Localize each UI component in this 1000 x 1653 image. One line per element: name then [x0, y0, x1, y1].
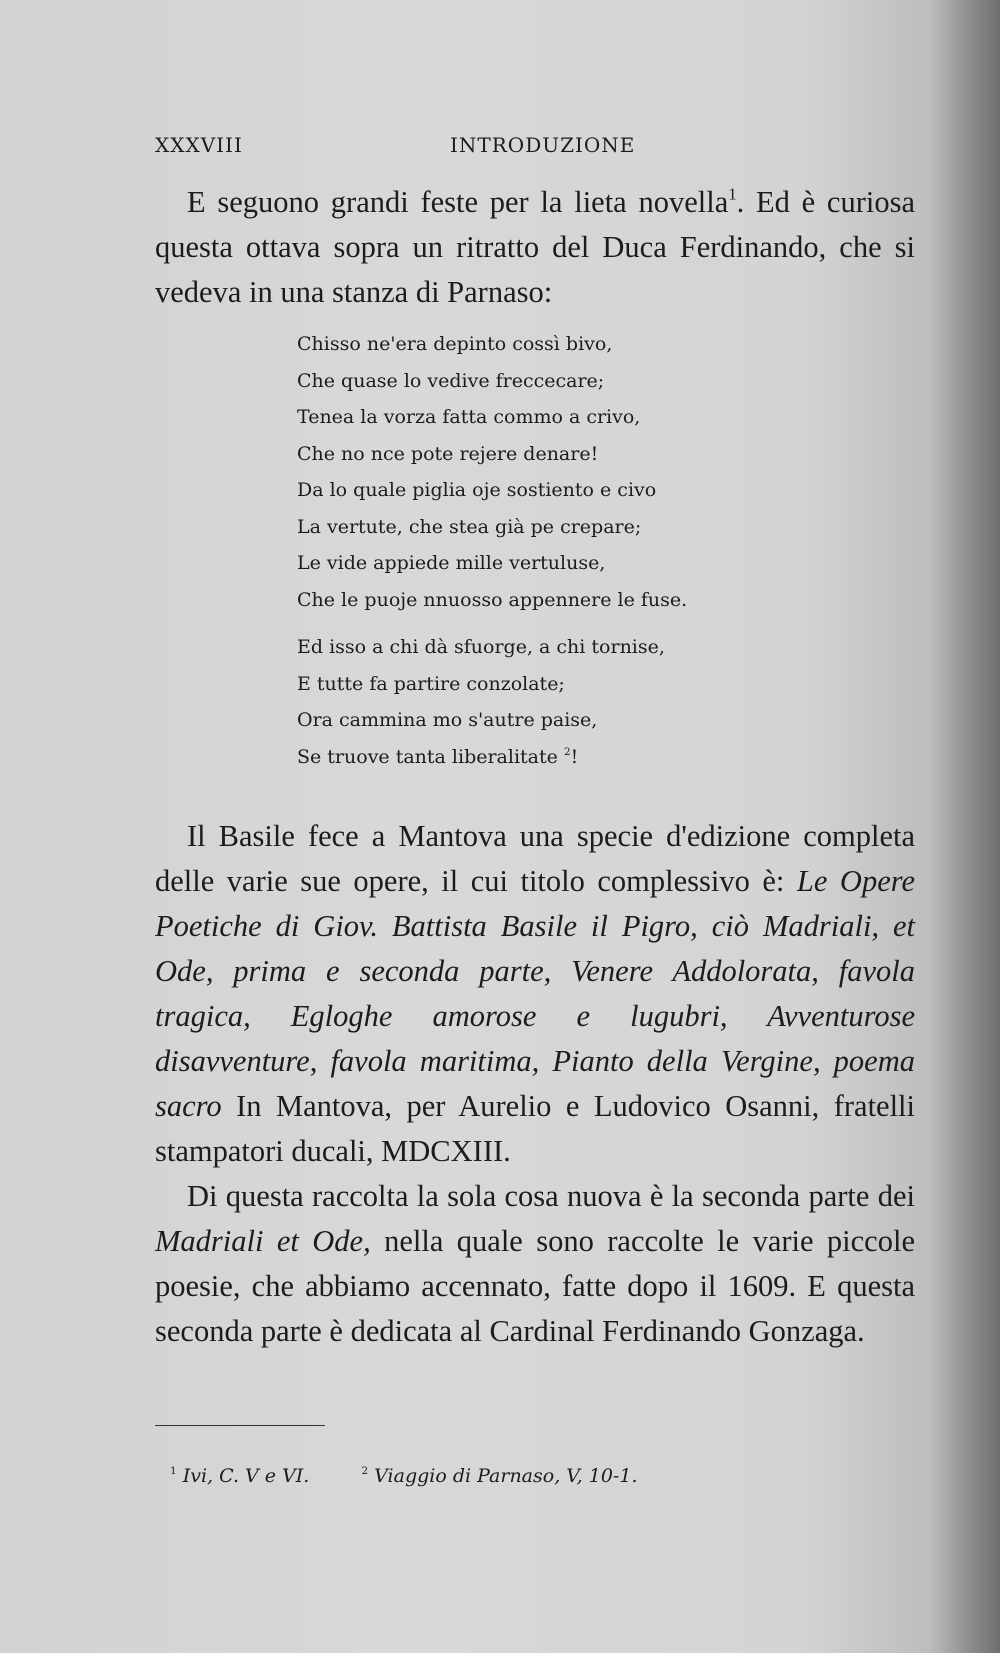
verse-line: Da lo quale piglia oje sostiento e civo [297, 479, 657, 501]
running-head [155, 133, 915, 163]
intro-text: E seguono grandi feste per la lieta novella [187, 185, 729, 219]
verse-line-text: Se truove tanta liberalitate [297, 745, 558, 768]
footnote-number: 1 [170, 1465, 177, 1478]
footnote-ref-2: 2 [563, 745, 571, 758]
stanza-1 [297, 326, 837, 618]
verse-line: Ed isso a chi dà sfuorge, a chi tornise, [297, 636, 665, 658]
italic-title: Madriali, et Ode, prima e seconda parte, Venere Addolorata, favola tragica, Egloghe amorose e lugubri, Avventurose disavventure, favola maritima, Pianto della Vergine, poema sacro [155, 909, 916, 1123]
verse-line: E tutte fa partire conzolate; [297, 672, 565, 695]
paragraph-text: nella quale sono raccolte le varie piccole poesie, che abbiamo accennato, fatte dopo il 1609. E questa seconda parte è dedicata al Cardinal Ferdinando Gonzaga. [155, 1224, 915, 1348]
paragraph-edition [155, 814, 915, 1174]
verse-line: Che no nce pote rejere denare! [297, 442, 599, 465]
paragraph-text: In Mantova, per Aurelio e Ludovico Osanni, fratelli stampatori ducali, MDCXIII. [155, 1089, 915, 1168]
running-title: INTRODUZIONE [450, 133, 636, 157]
paragraph-text: Il Basile fece a Mantova una specie d'edizione completa delle varie sue opere, il cui titolo complessivo è: [155, 819, 915, 898]
footnote-text: Viaggio di Parnaso, V, 10-1. [374, 1465, 638, 1487]
italic-title: Le Opere Poetiche di Giov. Battista Basile il Pigro, ciò [155, 864, 916, 943]
verse-line: Che quase lo vedive freccecare; [297, 369, 605, 392]
body-paragraphs [155, 814, 915, 1354]
verse-final-punct: ! [570, 745, 579, 768]
intro-text-continued: . Ed è curiosa questa ottava sopra un ritratto del Duca Ferdinando, che si vedeva in una stanza di Parnaso: [155, 185, 915, 309]
footnotes [170, 1465, 637, 1487]
verse-line: Tenea la vorza fatta commo a crivo, [297, 406, 641, 428]
intro-paragraph [155, 180, 915, 315]
verse-line-last [297, 739, 837, 776]
stanza-2 [297, 629, 837, 775]
verse-quotation [297, 326, 837, 786]
footnote-ref-1: 1 [728, 184, 737, 204]
verse-line: La vertute, che stea già pe crepare; [297, 515, 642, 538]
footnote-text: Ivi, C. V e VI. [182, 1465, 310, 1487]
footnote-number: 2 [361, 1465, 369, 1478]
paragraph-text [749, 909, 763, 943]
verse-line: Che le puoje nnuosso appennere le fuse. [297, 588, 688, 611]
paragraph-collection [155, 1174, 915, 1354]
verse-line: Chisso ne'era depinto cossì bivo, [297, 333, 613, 355]
paragraph-text: Di questa raccolta la sola cosa nuova è la seconda parte dei [187, 1179, 915, 1213]
italic-title: Madriali et Ode, [155, 1224, 371, 1258]
footnote-rule [155, 1425, 325, 1426]
verse-line: Le vide appiede mille vertuluse, [297, 552, 606, 574]
page-number: XXXVIII [155, 133, 243, 157]
verse-line: Ora cammina mo s'autre paise, [297, 709, 598, 731]
